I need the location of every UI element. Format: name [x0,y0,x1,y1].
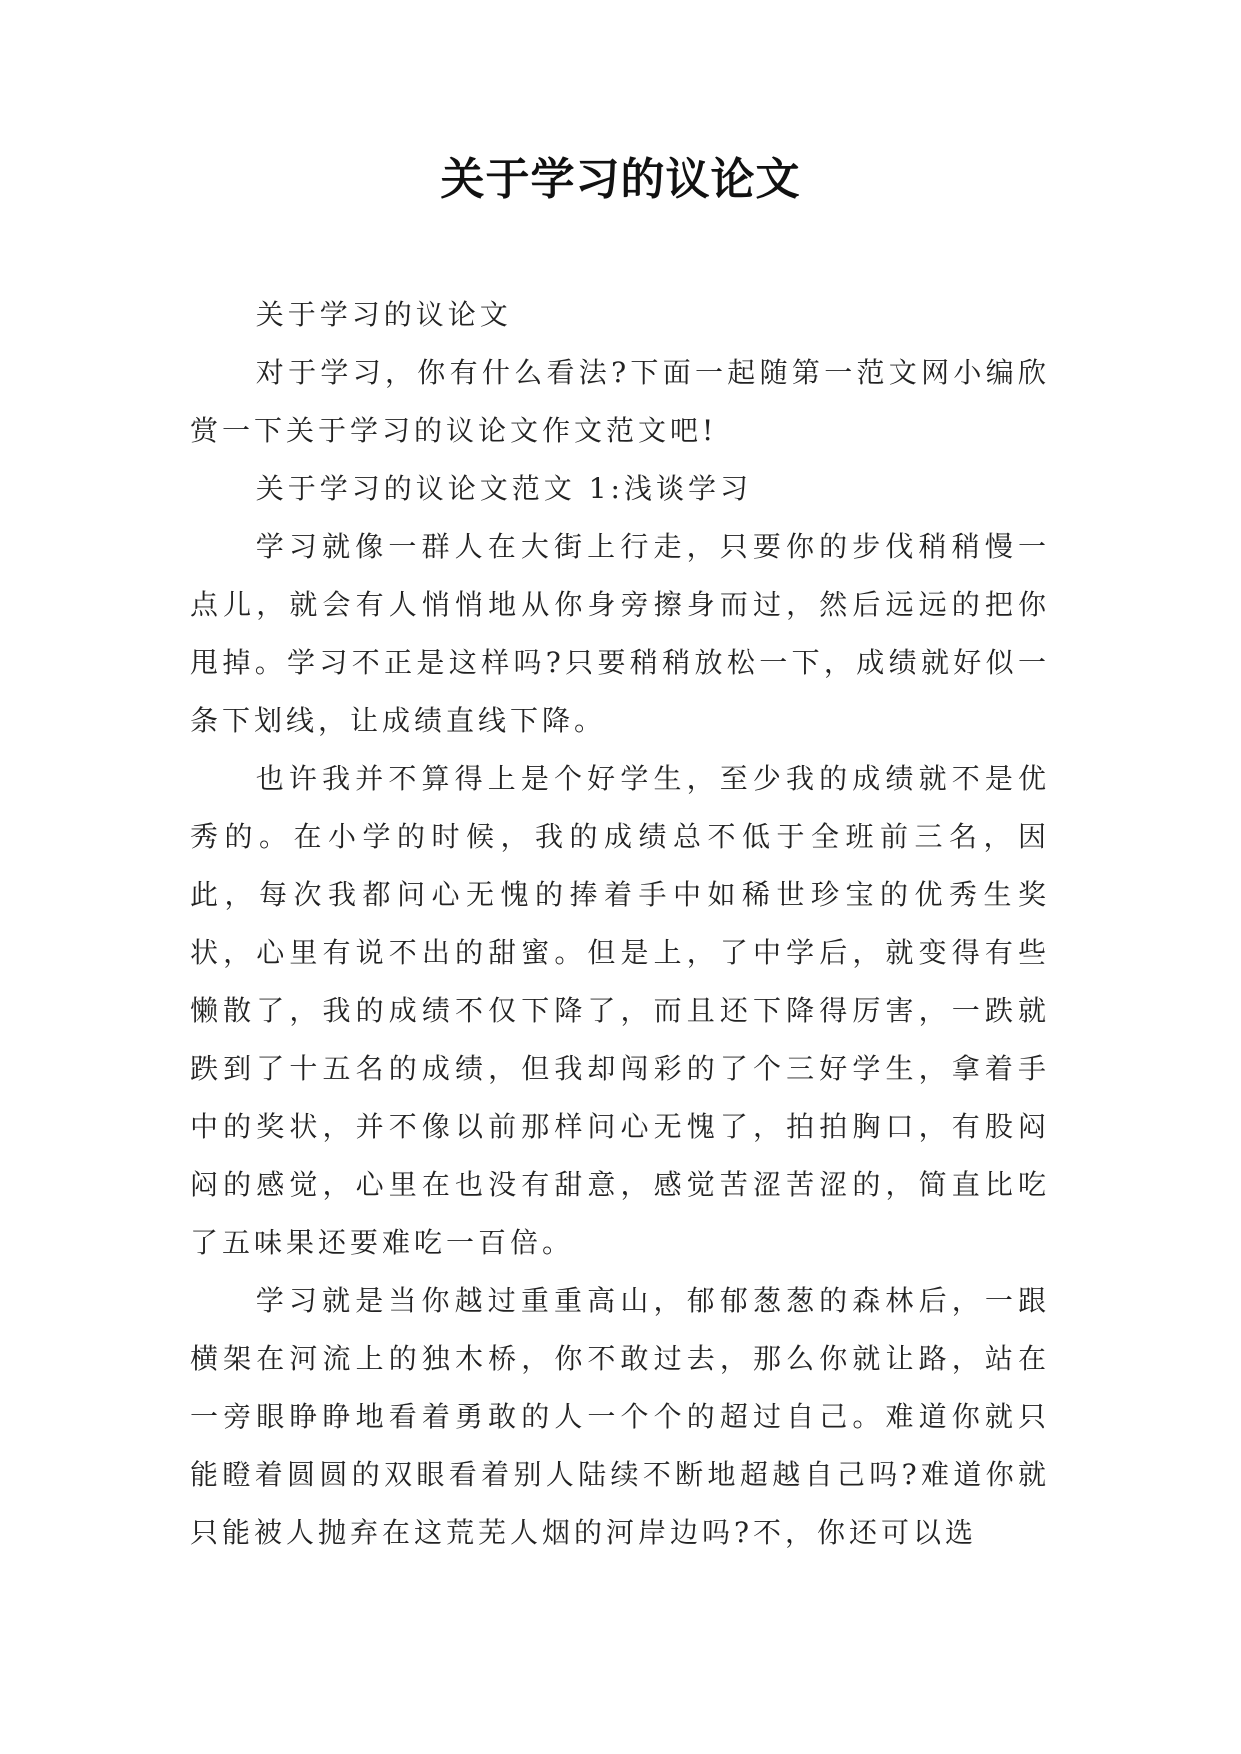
document-body [190,286,1050,1562]
paragraph: 也许我并不算得上是个好学生，至少我的成绩就不是优秀的。在小学的时候，我的成绩总不低于全班前三名，因此，每次我都问心无愧的捧着手中如稀世珍宝的优秀生奖状，心里有说不出的甜蜜。但是上，了中学后，就变得有些懒散了，我的成绩不仅下降了，而且还下降得厉害，一跌就跌到了十五名的成绩，但我却闯彩的了个三好学生，拿着手中的奖状，并不像以前那样问心无愧了，拍拍胸口，有股闷闷的感觉，心里在也没有甜意，感觉苦涩苦涩的，简直比吃了五味果还要难吃一百倍。 [190,762,1050,1259]
paragraph: 对于学习，你有什么看法?下面一起随第一范文网小编欣赏一下关于学习的议论文作文范文吧! [190,356,1050,447]
page-title: 关于学习的议论文 [440,154,801,205]
paragraph: 学习就像一群人在大街上行走，只要你的步伐稍稍慢一点儿，就会有人悄悄地从你身旁擦身而过，然后远远的把你甩掉。学习不正是这样吗?只要稍稍放松一下，成绩就好似一条下划线，让成绩直线下降。 [190,530,1050,737]
paragraph: 关于学习的议论文范文 1:浅谈学习 [255,472,752,505]
paragraph: 学习就是当你越过重重高山，郁郁葱葱的森林后，一跟横架在河流上的独木桥，你不敢过去，那么你就让路，站在一旁眼睁睁地看着勇敢的人一个个的超过自己。难道你就只能瞪着圆圆的双眼看着别人陆续不断地超越自己吗?难道你就只能被人抛弃在这荒芜人烟的河岸边吗?不，你还可以选 [190,1284,1050,1549]
paragraph: 关于学习的议论文 [255,298,512,331]
